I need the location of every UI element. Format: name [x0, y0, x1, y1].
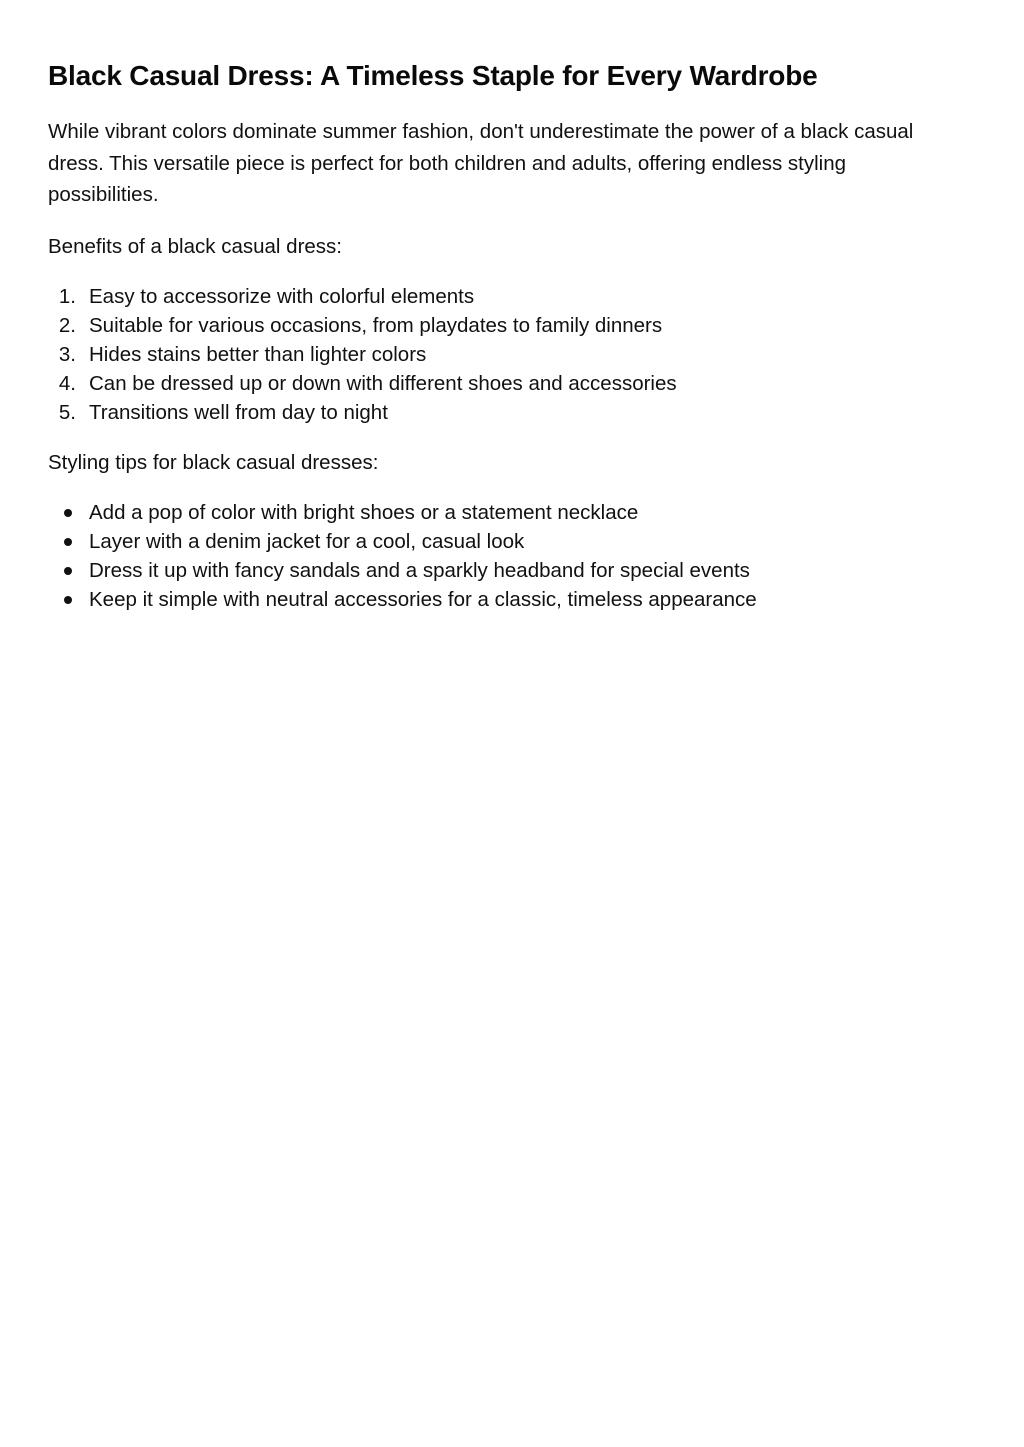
list-item-text: Transitions well from day to night: [89, 400, 388, 424]
list-item: [48, 585, 948, 614]
list-item-text: Hides stains better than lighter colors: [89, 342, 427, 366]
list-item: [48, 556, 948, 585]
list-number: 3.: [58, 342, 76, 366]
list-item-text: Suitable for various occasions, from playdates to family dinners: [89, 313, 663, 337]
tips-heading: Styling tips for black casual dresses:: [48, 450, 379, 474]
list-item: [48, 340, 948, 369]
list-item: [48, 398, 948, 427]
bullet-icon: [64, 538, 72, 546]
benefits-heading: Benefits of a black casual dress:: [48, 234, 342, 258]
list-item-text: Layer with a denim jacket for a cool, casual look: [89, 529, 525, 553]
list-number: 2.: [58, 313, 76, 337]
bullet-icon: [64, 509, 72, 517]
list-item: [48, 498, 948, 527]
intro-paragraph: While vibrant colors dominate summer fashion, don't underestimate the power of a black casual dress. This versatile piece is perfect for both children and adults, offering endless styling possibilities.: [48, 120, 914, 206]
list-item-text: Add a pop of color with bright shoes or a statement necklace: [89, 500, 639, 524]
list-item-text: Dress it up with fancy sandals and a sparkly headband for special events: [89, 558, 750, 582]
list-number: 1.: [58, 284, 76, 308]
tips-list: [48, 498, 948, 614]
list-item-text: Can be dressed up or down with different shoes and accessories: [89, 371, 677, 395]
document-page: [48, 56, 948, 614]
page-title: Black Casual Dress: A Timeless Staple for Every Wardrobe: [48, 60, 818, 91]
bullet-icon: [64, 596, 72, 604]
list-item: [48, 369, 948, 398]
list-item-text: Keep it simple with neutral accessories for a classic, timeless appearance: [89, 587, 757, 611]
list-item: [48, 282, 948, 311]
list-number: 5.: [58, 400, 76, 424]
list-item: [48, 527, 948, 556]
list-number: 4.: [58, 371, 76, 395]
benefits-list: [48, 282, 948, 427]
list-item: [48, 311, 948, 340]
list-item-text: Easy to accessorize with colorful elements: [89, 284, 475, 308]
bullet-icon: [64, 567, 72, 575]
